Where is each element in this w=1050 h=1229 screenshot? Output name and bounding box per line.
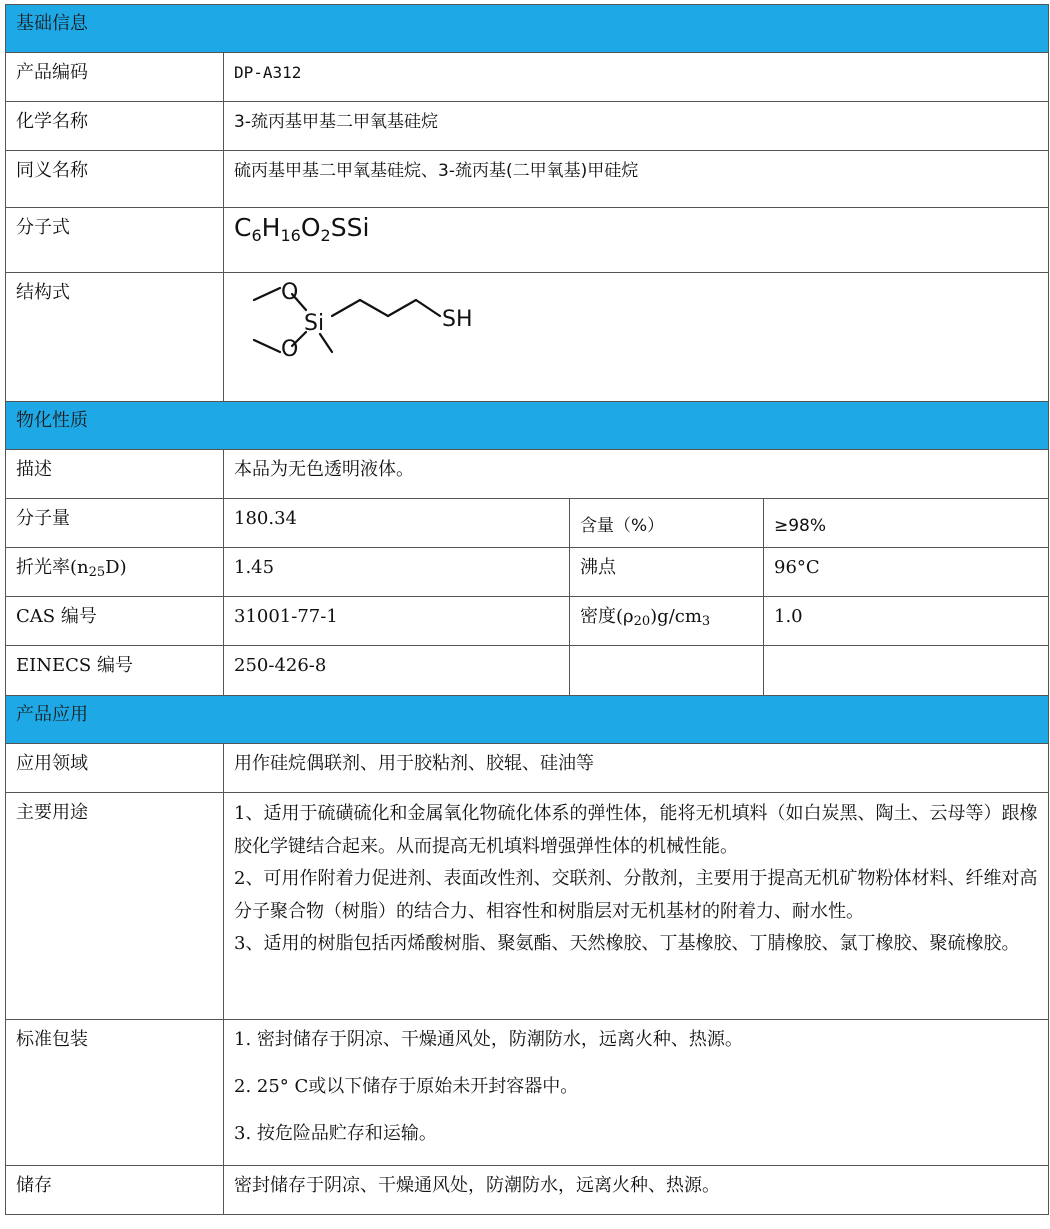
density-value: 1.0: [764, 597, 1049, 646]
storage-value: 密封储存于阴凉、干燥通风处，防潮防水，远离火种、热源。: [224, 1166, 1049, 1215]
product-code-label: 产品编码: [6, 53, 224, 102]
product-code-value: DP-A312: [224, 53, 1049, 102]
uses-value: [224, 793, 1049, 1020]
row-cas: [6, 597, 1049, 646]
formula-c-count: 6: [251, 226, 262, 245]
structure-label: 结构式: [6, 273, 224, 402]
use-item: 2、可用作附着力促进剂、表面改性剂、交联剂、分散剂，主要用于提高无机矿物粉体材料、纤维对高分子聚合物（树脂）的结合力、相容性和树脂层对无机基材的附着力、耐水性。: [234, 868, 1038, 922]
section-title: 基础信息: [6, 5, 1049, 53]
mw-value: 180.34: [224, 499, 570, 548]
uses-label: 主要用途: [6, 793, 224, 1020]
use-item: 1、适用于硫磺硫化和金属氧化物硫化体系的弹性体，能将无机填料（如白炭黑、陶土、云母等）跟橡胶化学键结合起来。从而提高无机填料增强弹性体的机械性能。: [234, 803, 1038, 857]
section-physical-header: [6, 402, 1049, 450]
einecs-label: EINECS 编号: [6, 646, 224, 696]
einecs-value: 250-426-8: [224, 646, 570, 696]
formula-rest: SSi: [330, 213, 370, 242]
ri-label-sub: 25: [88, 565, 106, 580]
density-label-mid: )g/cm: [650, 606, 702, 627]
chem-name-value: 3-巯丙基甲基二甲氧基硅烷: [224, 102, 1049, 151]
structure-diagram: [248, 280, 508, 366]
formula-h-count: 16: [280, 226, 301, 245]
section-title: 产品应用: [6, 696, 1049, 744]
structure-o-top: O: [281, 280, 299, 305]
structure-sh: SH: [442, 307, 473, 332]
packaging-label: 标准包装: [6, 1020, 224, 1166]
density-label: [570, 597, 764, 646]
section-title: 物化性质: [6, 402, 1049, 450]
row-mw: [6, 499, 1049, 548]
packaging-item: 2. 25° C或以下储存于原始未开封容器中。: [234, 1076, 579, 1097]
synonym-label: 同义名称: [6, 151, 224, 208]
formula-o: O: [300, 213, 321, 242]
ri-label-pre: 折光率(n: [16, 557, 89, 578]
field-label: 应用领域: [6, 744, 224, 793]
cas-label: CAS 编号: [6, 597, 224, 646]
row-packaging: [6, 1020, 1049, 1166]
bp-value: 96°C: [764, 548, 1049, 597]
row-chem-name: [6, 102, 1049, 151]
field-value: 用作硅烷偶联剂、用于胶粘剂、胶辊、硅油等: [224, 744, 1049, 793]
row-refractive-index: [6, 548, 1049, 597]
formula-label: 分子式: [6, 208, 224, 273]
row-structure: [6, 273, 1049, 402]
ri-label-post: D): [105, 557, 127, 578]
section-application-header: [6, 696, 1049, 744]
structure-si: Si: [304, 311, 325, 336]
row-field: [6, 744, 1049, 793]
density-label-sub2: 3: [701, 614, 711, 629]
packaging-value: [224, 1020, 1049, 1166]
section-basic-header: [6, 5, 1049, 53]
synonym-value: 硫丙基甲基二甲氧基硅烷、3-巯丙基(二甲氧基)甲硅烷: [224, 151, 1049, 208]
storage-label: 储存: [6, 1166, 224, 1215]
chem-name-label: 化学名称: [6, 102, 224, 151]
row-uses: [6, 793, 1049, 1020]
row-product-code: [6, 53, 1049, 102]
content-label: 含量（%）: [570, 499, 764, 548]
use-item: 3、适用的树脂包括丙烯酸树脂、聚氨酯、天然橡胶、丁基橡胶、丁腈橡胶、氯丁橡胶、聚硫橡胶。: [234, 933, 1020, 954]
empty-cell: [570, 646, 764, 696]
row-storage: [6, 1166, 1049, 1215]
formula-value: [224, 208, 1049, 273]
formula-o-count: 2: [320, 226, 331, 245]
mw-label: 分子量: [6, 499, 224, 548]
density-label-pre: 密度(ρ: [580, 606, 634, 627]
description-label: 描述: [6, 450, 224, 499]
row-formula: [6, 208, 1049, 273]
density-label-sub: 20: [633, 614, 651, 629]
row-description: [6, 450, 1049, 499]
spec-sheet: [5, 4, 1049, 1215]
packaging-item: 3. 按危险品贮存和运输。: [234, 1123, 437, 1144]
formula-c: C: [234, 213, 252, 242]
ri-label: [6, 548, 224, 597]
structure-o-bottom: O: [281, 337, 299, 362]
row-synonym: [6, 151, 1049, 208]
row-einecs: [6, 646, 1049, 696]
empty-cell: [764, 646, 1049, 696]
ri-value: 1.45: [224, 548, 570, 597]
packaging-item: 1. 密封储存于阴凉、干燥通风处，防潮防水，远离火种、热源。: [234, 1029, 743, 1050]
structure-cell: [224, 273, 1049, 402]
cas-value: 31001-77-1: [224, 597, 570, 646]
description-value: 本品为无色透明液体。: [224, 450, 1049, 499]
content-value: ≥98%: [764, 499, 1049, 548]
bp-label: 沸点: [570, 548, 764, 597]
formula-h: H: [261, 213, 281, 242]
